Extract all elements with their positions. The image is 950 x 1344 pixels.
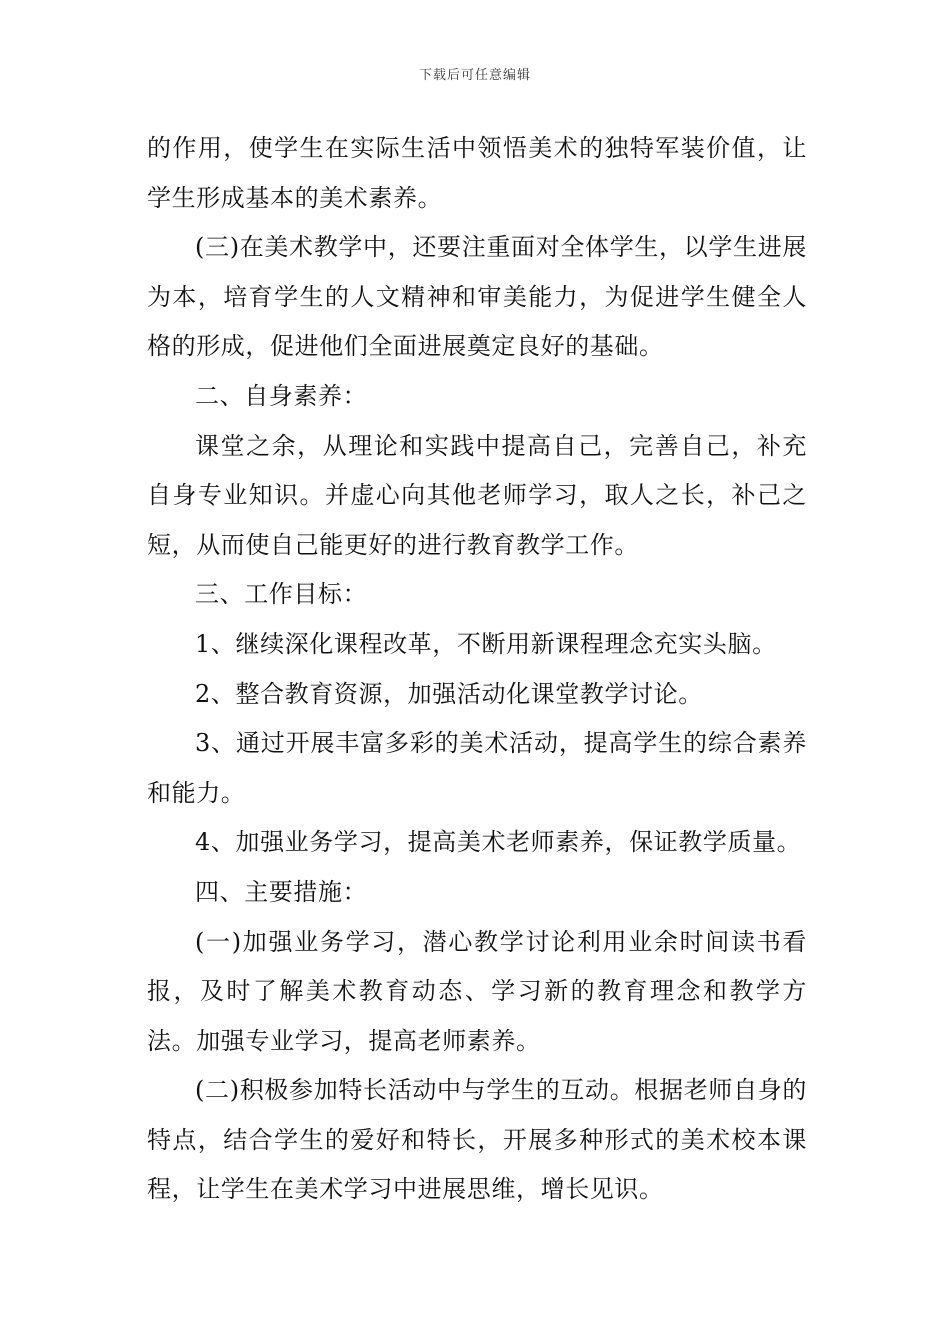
- list-item: 1、继续深化课程改革，不断用新课程理念充实头脑。: [195, 629, 777, 658]
- section-heading: 四、主要措施：: [195, 877, 368, 906]
- paragraph: (三)在美术教学中，还要注重面对全体学生，以学生进展为本，培育学生的人文精神和审美能力，为促进学生健全人格的形成，促进他们全面进展奠定良好的基础。: [147, 233, 807, 361]
- list-item: 3、通过开展丰富多彩的美术活动，提高学生的综合素养和能力。: [147, 729, 807, 807]
- section-heading: 二、自身素养：: [195, 381, 368, 410]
- paragraph: (一)加强业务学习，潜心教学讨论利用业余时间读书看报，及时了解美术教育动态、学习新的教育理念和教学方法。加强专业学习，提高老师素养。: [147, 927, 807, 1055]
- section-heading: 三、工作目标：: [195, 580, 368, 609]
- page-header-note: 下载后可任意编辑: [418, 68, 531, 83]
- list-item: 2、整合教育资源，加强活动化课堂教学讨论。: [195, 679, 703, 708]
- paragraph: 的作用，使学生在实际生活中领悟美术的独特军装价值，让学生形成基本的美术素养。: [147, 134, 807, 212]
- list-item: 4、加强业务学习，提高美术老师素养，保证教学质量。: [195, 828, 802, 857]
- document-body: [147, 124, 807, 1215]
- paragraph: 课堂之余，从理论和实践中提高自己，完善自己，补充自身专业知识。并虚心向其他老师学习，取人之长，补己之短，从而使自己能更好的进行教育教学工作。: [147, 431, 807, 559]
- paragraph: (二)积极参加特长活动中与学生的互动。根据老师自身的特点，结合学生的爱好和特长，开展多种形式的美术校本课程，让学生在美术学习中进展思维，增长见识。: [147, 1076, 807, 1204]
